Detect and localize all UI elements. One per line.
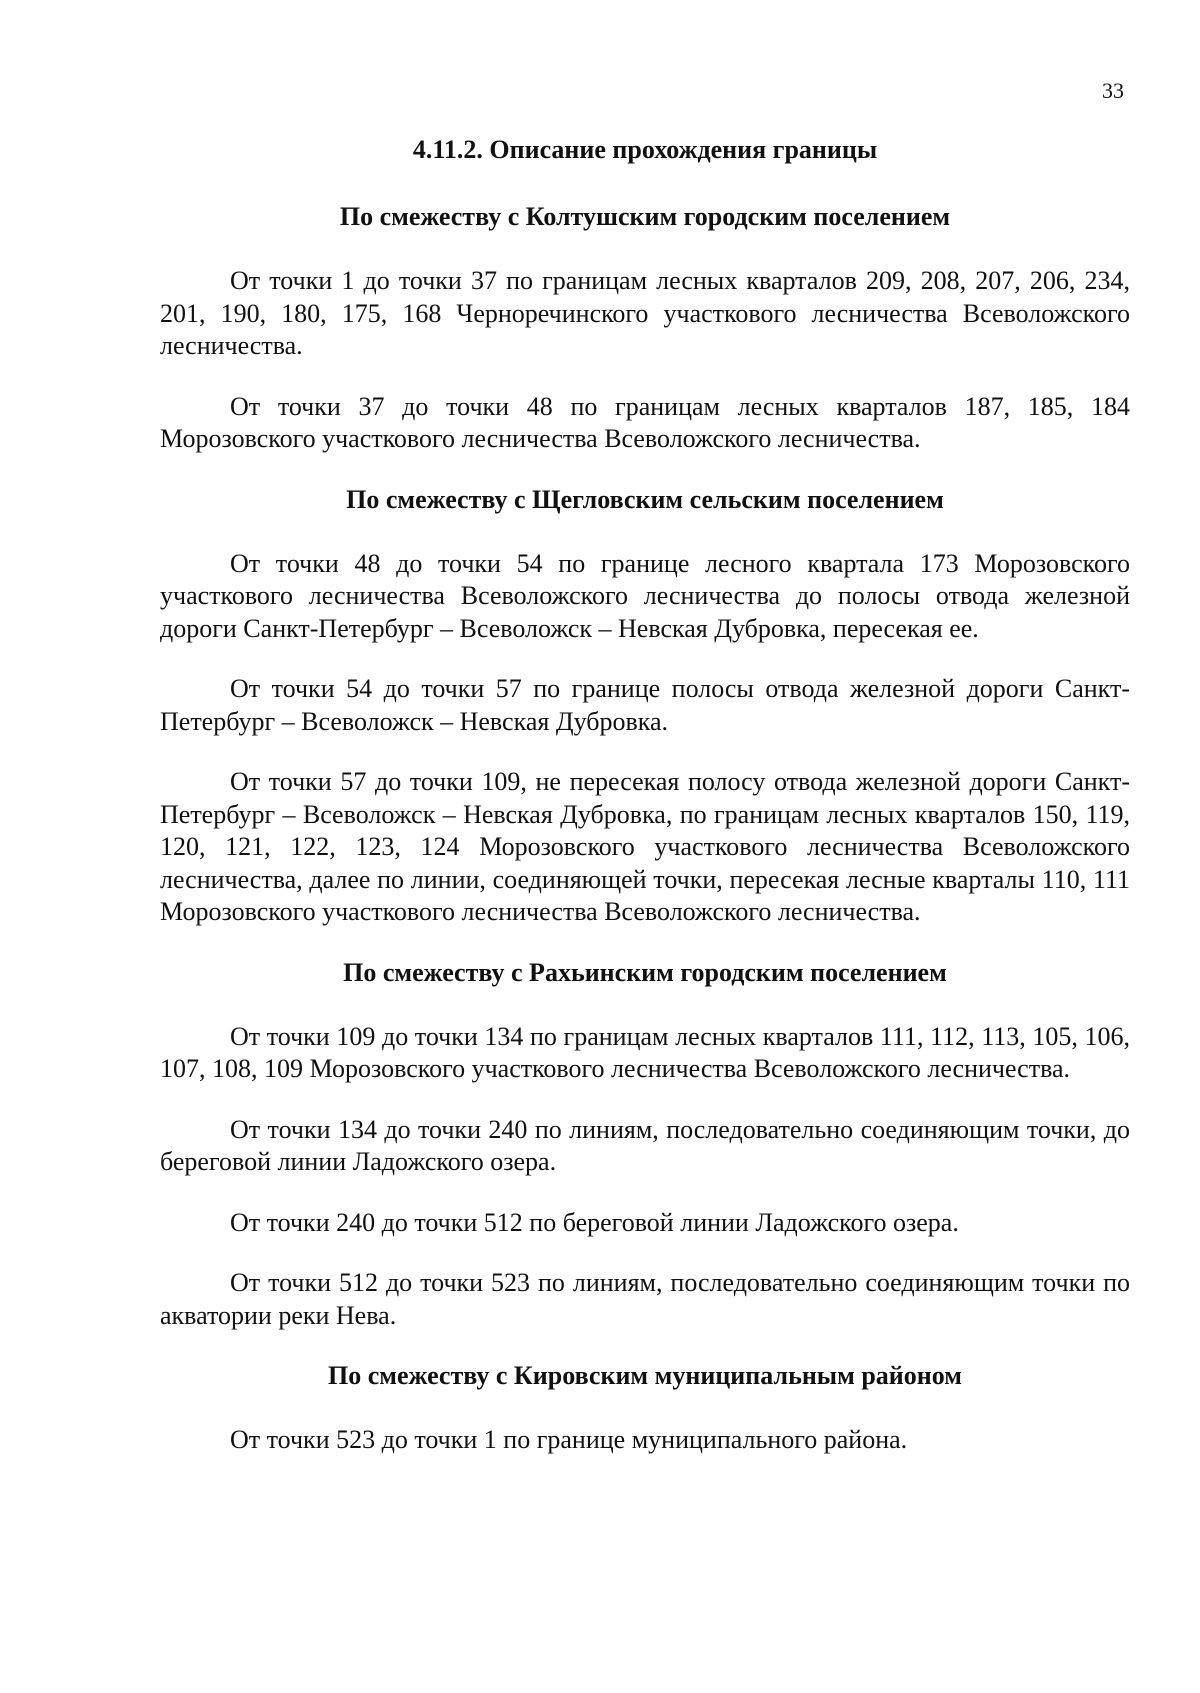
section-rakhya	[160, 957, 1130, 1333]
section-shcheglovo	[160, 484, 1130, 929]
document-body	[160, 134, 1130, 1485]
section-koltushi	[160, 201, 1130, 456]
paragraph: От точки 134 до точки 240 по линиям, последовательно соединяющим точки, до береговой линии Ладожского озера.	[160, 1114, 1130, 1176]
section-kirovsk	[160, 1360, 1130, 1457]
paragraph: От точки 240 до точки 512 по береговой линии Ладожского озера.	[230, 1207, 959, 1237]
paragraph: От точки 57 до точки 109, не пересекая полосу отвода железной дороги Санкт-Петербург – Всеволожск – Невская Дубровка, по границам лесных кварталов 150, 119, 120, 121, 122, 123, 124 Морозовского участкового лесничества Всеволожского лесничества, далее по линии, соединяющей точки, пересекая лесные кварталы 110, 111 Морозовского участкового лесничества Всеволожского лесничества.	[160, 767, 1130, 926]
paragraph: От точки 37 до точки 48 по границам лесных кварталов 187, 185, 184 Морозовского участкового лесничества Всеволожского лесничества.	[160, 391, 1130, 453]
page-number: 33	[1102, 78, 1124, 103]
section-title: 4.11.2. Описание прохождения границы	[412, 135, 878, 164]
paragraph: От точки 54 до точки 57 по границе полосы отвода железной дороги Санкт-Петербург – Всеволожск – Невская Дубровка.	[160, 674, 1130, 736]
section-heading: По смежеству с Колтушским городским поселением	[339, 202, 951, 231]
paragraph: От точки 523 до точки 1 по границе муниципального района.	[230, 1425, 908, 1454]
section-heading: По смежеству с Кировским муниципальным районом	[328, 1361, 962, 1390]
paragraph: От точки 48 до точки 54 по границе лесного квартала 173 Морозовского участкового лесничества Всеволожского лесничества до полосы отвода железной дороги Санкт-Петербург – Всеволожск – Невская Дубровка, пересекая ее.	[160, 548, 1130, 643]
paragraph: От точки 512 до точки 523 по линиям, последовательно соединяющим точки по акватории реки Нева.	[160, 1268, 1130, 1330]
paragraph: От точки 109 до точки 134 по границам лесных кварталов 111, 112, 113, 105, 106, 107, 108, 109 Морозовского участкового лесничества Всеволожского лесничества.	[160, 1021, 1130, 1083]
section-heading: По смежеству с Щегловским сельским поселением	[346, 484, 944, 514]
paragraph: От точки 1 до точки 37 по границам лесных кварталов 209, 208, 207, 206, 234, 201, 190, 180, 175, 168 Черноречинского участкового лесничества Всеволожского лесничества.	[160, 266, 1130, 360]
section-heading: По смежеству с Рахьинским городским поселением	[343, 957, 947, 987]
